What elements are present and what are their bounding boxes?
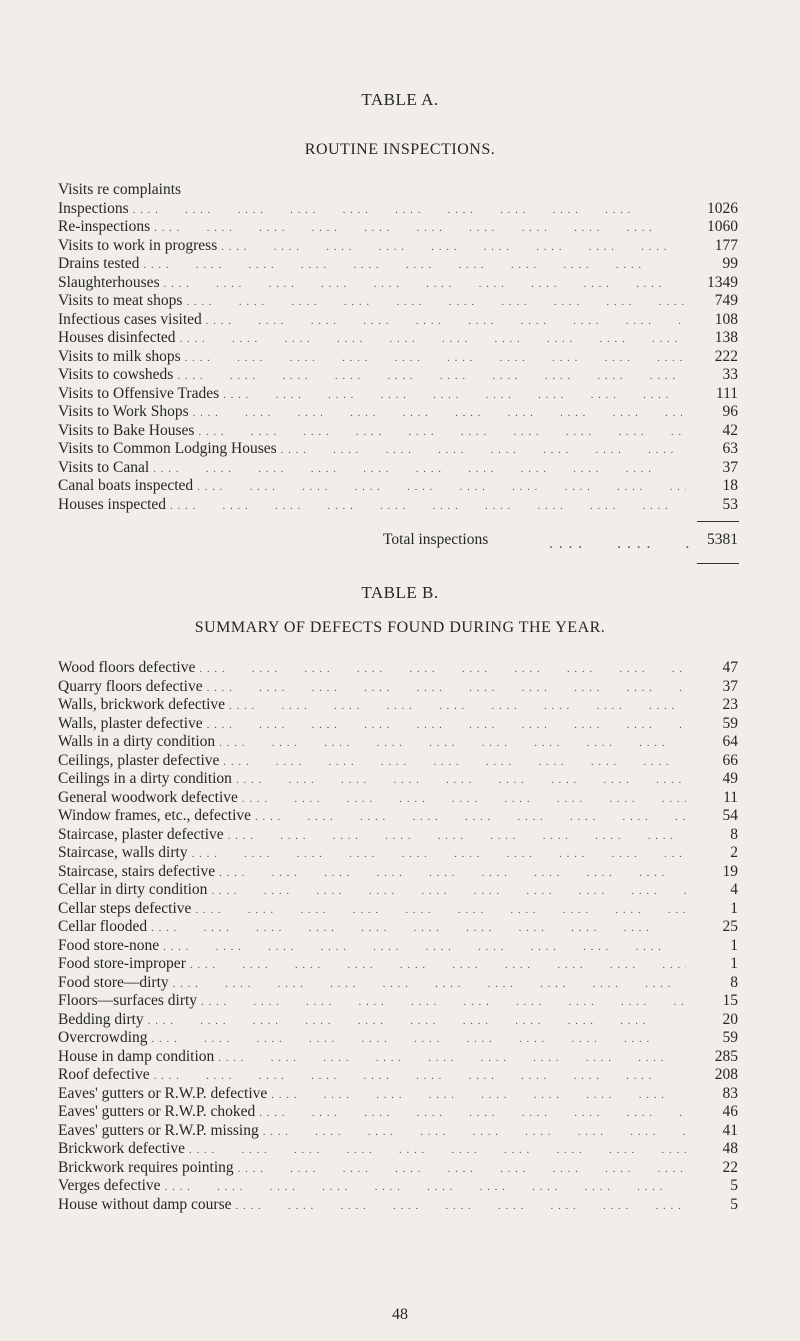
row-value: 138 [714, 329, 738, 346]
row-label: Brickwork requires pointing [58, 1158, 234, 1176]
table-row [58, 237, 738, 256]
leader-dots [221, 241, 686, 253]
row-label: Walls in a dirty condition [58, 733, 216, 750]
row-value: 63 [722, 440, 738, 457]
total-leader-dots [549, 535, 689, 553]
row-value: 4 [730, 881, 738, 898]
row-value: 18 [722, 477, 738, 494]
leader-dots [154, 222, 686, 234]
leader-dots [197, 481, 686, 493]
row-label: Ceilings in a dirty condition [58, 770, 232, 787]
table-row [58, 863, 738, 882]
table-b-title: TABLE B. [361, 583, 439, 602]
leader-dots [206, 315, 686, 327]
table-row [58, 992, 738, 1011]
row-value: 177 [714, 236, 738, 254]
row-value: 83 [722, 1084, 738, 1102]
row-value: 20 [722, 1010, 738, 1028]
row-label: Staircase, stairs defective [58, 862, 216, 880]
leader-dots [151, 922, 686, 934]
leader-dots [193, 407, 686, 419]
leader-dots [177, 370, 686, 382]
row-value: 285 [714, 1047, 738, 1065]
table-row [58, 1085, 738, 1104]
leader-dots [190, 959, 686, 971]
row-value: 1026 [707, 199, 738, 217]
row-label: Visits to Bake Houses [58, 421, 195, 439]
row-label: Walls, brickwork defective [58, 696, 226, 713]
row-label: Re-inspections [58, 218, 151, 235]
table-row [58, 477, 738, 496]
table-row [58, 440, 738, 459]
row-value: 1349 [707, 273, 738, 291]
row-label: Visits to Work Shops [58, 403, 189, 420]
row-value: 222 [714, 347, 738, 365]
table-row [58, 496, 738, 515]
row-value: 5 [730, 1177, 738, 1194]
table-row [58, 770, 738, 789]
row-value: 99 [722, 255, 738, 272]
leader-dots [207, 682, 686, 694]
table-row [58, 1029, 738, 1048]
row-label: Walls, plaster defective [58, 714, 203, 732]
total-label: Total inspections [383, 531, 489, 548]
leader-dots [163, 941, 686, 953]
leader-dots [238, 1163, 686, 1175]
row-label: Window frames, etc., defective [58, 807, 252, 824]
table-row [58, 292, 738, 311]
page-number: 48 [392, 1306, 408, 1323]
leader-dots [152, 1033, 686, 1045]
row-value: 749 [714, 292, 738, 309]
leader-dots [186, 296, 686, 308]
row-label: Visits to Common Lodging Houses [58, 440, 277, 457]
row-value: 54 [722, 807, 738, 824]
row-label: Drains tested [58, 255, 140, 272]
leader-dots [228, 830, 686, 842]
leader-dots [192, 848, 686, 860]
table-b [58, 659, 738, 1214]
row-value: 64 [722, 733, 738, 750]
row-label: Verges defective [58, 1177, 161, 1194]
row-label: Brickwork defective [58, 1140, 185, 1157]
row-label: Staircase, plaster defective [58, 825, 224, 843]
table-row [58, 900, 738, 919]
table-row [58, 255, 738, 274]
row-value: 2 [730, 844, 738, 861]
table-row [58, 807, 738, 826]
leader-dots [133, 204, 686, 216]
table-row [58, 955, 738, 974]
table-row [58, 311, 738, 330]
leader-dots [235, 1200, 686, 1212]
leader-dots [173, 978, 686, 990]
table-row [58, 422, 738, 441]
row-value: 108 [714, 310, 738, 328]
row-value: 33 [722, 366, 738, 383]
row-label: Overcrowding [58, 1029, 148, 1046]
row-value: 96 [722, 403, 738, 420]
table-row [58, 1103, 738, 1122]
leader-dots [219, 867, 686, 879]
table-row [58, 403, 738, 422]
row-value: 59 [722, 714, 738, 732]
row-label: Canal boats inspected [58, 477, 194, 494]
table-row [58, 1122, 738, 1141]
row-value: 1 [730, 955, 738, 972]
row-value: 8 [730, 973, 738, 991]
table-row [58, 696, 738, 715]
leader-dots [143, 259, 686, 271]
leader-dots [242, 793, 686, 805]
table-row [58, 1140, 738, 1159]
row-value: 208 [714, 1066, 738, 1083]
row-label: Food store—dirty [58, 973, 169, 991]
table-a-title: TABLE A. [361, 90, 439, 109]
table-row [58, 1011, 738, 1030]
table-a [58, 181, 738, 514]
row-label: Cellar steps defective [58, 899, 192, 917]
row-value: 1 [730, 936, 738, 954]
total-rule-top [697, 521, 739, 522]
table-row [58, 459, 738, 478]
row-value: 53 [722, 495, 738, 513]
row-label: Visits to Offensive Trades [58, 384, 220, 402]
table-a-header: Visits re complaints [58, 181, 182, 198]
table-row [58, 329, 738, 348]
table-row [58, 1048, 738, 1067]
table-row [58, 844, 738, 863]
leader-dots [165, 1181, 686, 1193]
row-value: 19 [722, 862, 738, 880]
row-label: Floors—surfaces dirty [58, 992, 198, 1009]
leader-dots [229, 700, 686, 712]
row-value: 37 [722, 677, 738, 695]
leader-dots [259, 1107, 686, 1119]
table-row [58, 826, 738, 845]
table-row [58, 974, 738, 993]
leader-dots [170, 500, 686, 512]
leader-dots [218, 1052, 686, 1064]
table-row [58, 218, 738, 237]
table-row [58, 1066, 738, 1085]
table-row [58, 881, 738, 900]
row-value: 22 [722, 1158, 738, 1176]
total-value: 5381 [707, 531, 738, 548]
table-row [58, 733, 738, 752]
row-label: Eaves' gutters or R.W.P. defective [58, 1084, 268, 1102]
row-value: 111 [715, 384, 738, 402]
row-value: 1060 [707, 218, 738, 235]
table-row [58, 366, 738, 385]
row-label: Wood floors defective [58, 659, 196, 676]
row-label: Eaves' gutters or R.W.P. choked [58, 1103, 256, 1120]
leader-dots [219, 737, 686, 749]
leader-dots [281, 444, 686, 456]
table-row [58, 385, 738, 404]
row-label: Houses disinfected [58, 329, 176, 346]
row-label: Ceilings, plaster defective [58, 751, 220, 769]
row-label: Staircase, walls dirty [58, 844, 188, 861]
table-row [58, 678, 738, 697]
row-value: 5 [730, 1195, 738, 1213]
row-label: Visits to Canal [58, 458, 150, 476]
leader-dots [201, 996, 686, 1008]
row-label: Roof defective [58, 1066, 150, 1083]
leader-dots [263, 1126, 686, 1138]
table-row [58, 348, 738, 367]
table-row [58, 789, 738, 808]
table-row [58, 200, 738, 219]
row-label: Quarry floors defective [58, 677, 203, 695]
table-row [58, 659, 738, 678]
row-value: 46 [722, 1103, 738, 1120]
row-label: Cellar flooded [58, 918, 148, 935]
row-label: Food store-improper [58, 955, 186, 972]
row-label: Slaughterhouses [58, 273, 160, 291]
table-b-subtitle: SUMMARY OF DEFECTS FOUND DURING THE YEAR. [194, 619, 606, 636]
leader-dots [207, 719, 686, 731]
leader-dots [195, 904, 686, 916]
row-label: Visits to work in progress [58, 236, 218, 254]
row-value: 41 [722, 1121, 738, 1139]
row-value: 1 [730, 899, 738, 917]
table-row [58, 1196, 738, 1215]
table-row [58, 937, 738, 956]
leader-dots [153, 463, 686, 475]
leader-dots [271, 1089, 686, 1101]
row-label: Visits to cowsheds [58, 366, 174, 383]
leader-dots [185, 352, 686, 364]
row-value: 48 [722, 1140, 738, 1157]
total-rule-bottom [697, 563, 739, 564]
table-a-rows [58, 200, 738, 515]
leader-dots [148, 1015, 686, 1027]
leader-dots [180, 333, 686, 345]
row-label: House without damp course [58, 1195, 232, 1213]
row-value: 42 [722, 421, 738, 439]
row-value: 37 [722, 458, 738, 476]
table-row [58, 715, 738, 734]
row-value: 11 [723, 788, 738, 806]
leader-dots [189, 1144, 686, 1156]
table-row [58, 918, 738, 937]
row-value: 25 [722, 918, 738, 935]
row-label: Bedding dirty [58, 1010, 144, 1028]
row-label: House in damp condition [58, 1047, 215, 1065]
row-value: 15 [722, 992, 738, 1009]
row-value: 66 [722, 751, 738, 769]
row-label: Eaves' gutters or R.W.P. missing [58, 1121, 259, 1139]
row-value: 49 [722, 770, 738, 787]
table-row [58, 1177, 738, 1196]
table-row [58, 1159, 738, 1178]
row-label: Inspections [58, 199, 129, 217]
row-label: Visits to meat shops [58, 292, 183, 309]
table-row [58, 752, 738, 771]
leader-dots [255, 811, 686, 823]
leader-dots [164, 278, 686, 290]
row-value: 23 [722, 696, 738, 713]
leader-dots [198, 426, 686, 438]
row-label: Houses inspected [58, 495, 167, 513]
row-value: 47 [722, 659, 738, 676]
table-row [58, 274, 738, 293]
leader-dots [223, 756, 686, 768]
leader-dots [199, 663, 686, 675]
leader-dots [154, 1070, 686, 1082]
leader-dots [211, 885, 686, 897]
row-label: Visits to milk shops [58, 347, 181, 365]
table-b-rows [58, 659, 738, 1214]
table-a-subtitle: ROUTINE INSPECTIONS. [304, 141, 496, 158]
row-value: 8 [730, 825, 738, 843]
row-label: General woodwork defective [58, 788, 238, 806]
leader-dots [223, 389, 686, 401]
row-label: Infectious cases visited [58, 310, 202, 328]
row-value: 59 [722, 1029, 738, 1046]
row-label: Food store-none [58, 936, 160, 954]
row-label: Cellar in dirty condition [58, 881, 208, 898]
leader-dots [236, 774, 686, 786]
